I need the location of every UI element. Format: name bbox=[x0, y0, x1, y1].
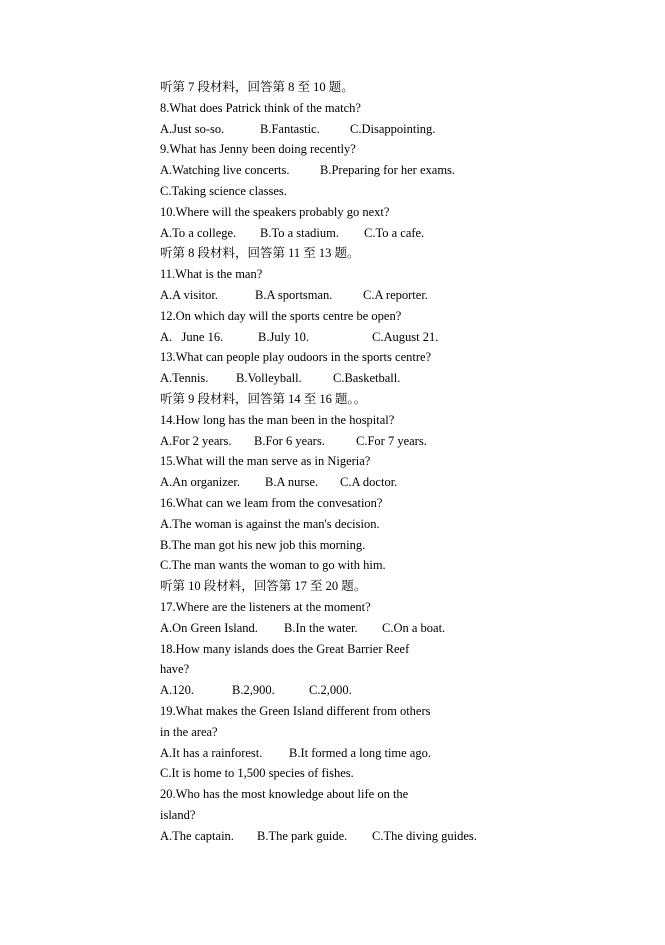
answer-options bbox=[160, 826, 630, 847]
answer-options bbox=[160, 223, 630, 244]
answer-option: A.Just so-so. bbox=[160, 121, 225, 136]
answer-options bbox=[160, 327, 630, 348]
answer-options bbox=[160, 119, 630, 140]
answer-option: C.The diving guides. bbox=[372, 828, 477, 843]
answer-option: B.Volleyball. bbox=[236, 371, 302, 386]
section-heading: 听第 9 段材料，回答第 14 至 16 题。。 bbox=[160, 391, 367, 406]
answer-option: A.A visitor. bbox=[160, 287, 218, 302]
question-text: 10.Where will the speakers probably go next? bbox=[160, 204, 390, 219]
answer-option: A.Watching live concerts. bbox=[160, 163, 290, 178]
question-text: 17.Where are the listeners at the moment? bbox=[160, 599, 371, 614]
answer-options bbox=[160, 618, 630, 639]
answer-options bbox=[160, 472, 630, 493]
answer-option: A.On Green Island. bbox=[160, 620, 258, 635]
question-text: in the area? bbox=[160, 724, 218, 739]
section-heading: 听第 10 段材料，回答第 17 至 20 题。 bbox=[160, 579, 367, 594]
answer-options bbox=[160, 160, 630, 181]
question-text: 15.What will the man serve as in Nigeria? bbox=[160, 454, 371, 469]
answer-option: B.For 6 years. bbox=[254, 433, 325, 448]
answer-option: A.An organizer. bbox=[160, 475, 240, 490]
answer-option: C.Disappointing. bbox=[350, 121, 436, 136]
question-text: 14.How long has the man been in the hospital? bbox=[160, 412, 395, 427]
answer-option: C.2,000. bbox=[309, 683, 352, 698]
answer-option: C.August 21. bbox=[372, 329, 439, 344]
answer-option: B.A sportsman. bbox=[255, 287, 333, 302]
answer-option: B.A nurse. bbox=[265, 475, 319, 490]
section-heading: 听第 7 段材料，回答第 8 至 10 题。 bbox=[160, 80, 354, 94]
question-text: A.The woman is against the man's decision. bbox=[160, 516, 380, 531]
answer-option: C.Basketball. bbox=[333, 371, 401, 386]
answer-option: A. June 16. bbox=[160, 329, 224, 344]
answer-option: C.For 7 years. bbox=[356, 433, 427, 448]
answer-options bbox=[160, 285, 630, 306]
question-text: island? bbox=[160, 807, 196, 822]
question-text: 11.What is the man? bbox=[160, 267, 263, 282]
answer-option: B.July 10. bbox=[258, 329, 310, 344]
question-text: 13.What can people play oudoors in the sports centre? bbox=[160, 350, 432, 365]
answer-option: B.It formed a long time ago. bbox=[289, 745, 431, 760]
section-heading: 听第 8 段材料，回答第 11 至 13 题。 bbox=[160, 246, 360, 261]
answer-option: A.120. bbox=[160, 683, 195, 698]
question-text: 8.What does Patrick think of the match? bbox=[160, 100, 361, 115]
answer-option: B.In the water. bbox=[284, 620, 358, 635]
question-text: B.The man got his new job this morning. bbox=[160, 537, 366, 552]
question-text: C.It is home to 1,500 species of fishes. bbox=[160, 766, 354, 781]
answer-options bbox=[160, 743, 630, 764]
answer-option: C.On a boat. bbox=[382, 620, 446, 635]
answer-option: C.A doctor. bbox=[340, 475, 398, 490]
question-text: 12.On which day will the sports centre be open? bbox=[160, 308, 402, 323]
question-text: 20.Who has the most knowledge about life on the bbox=[160, 787, 409, 802]
question-text: have? bbox=[160, 662, 190, 677]
answer-option: B.Preparing for her exams. bbox=[320, 163, 456, 178]
answer-option: A.For 2 years. bbox=[160, 433, 232, 448]
question-text: 9.What has Jenny been doing recently? bbox=[160, 142, 356, 157]
question-text: C.Taking science classes. bbox=[160, 183, 287, 198]
answer-option: A.The captain. bbox=[160, 828, 234, 843]
answer-option: A.To a college. bbox=[160, 225, 237, 240]
answer-option: B.The park guide. bbox=[257, 828, 348, 843]
answer-option: A.Tennis. bbox=[160, 371, 209, 386]
answer-option: B.Fantastic. bbox=[260, 121, 320, 136]
answer-options bbox=[160, 680, 630, 701]
answer-option: B.2,900. bbox=[232, 683, 275, 698]
answer-option: A.It has a rainforest. bbox=[160, 745, 263, 760]
listening-questions bbox=[160, 77, 630, 846]
answer-options bbox=[160, 431, 630, 452]
question-text: C.The man wants the woman to go with him. bbox=[160, 558, 386, 573]
answer-option: B.To a stadium. bbox=[260, 225, 339, 240]
answer-options bbox=[160, 368, 630, 389]
question-text: 19.What makes the Green Island different from others bbox=[160, 703, 431, 718]
question-text: 16.What can we leam from the convesation? bbox=[160, 495, 383, 510]
answer-option: C.To a cafe. bbox=[364, 225, 425, 240]
answer-option: C.A reporter. bbox=[363, 287, 428, 302]
question-text: 18.How many islands does the Great Barrier Reef bbox=[160, 641, 410, 656]
